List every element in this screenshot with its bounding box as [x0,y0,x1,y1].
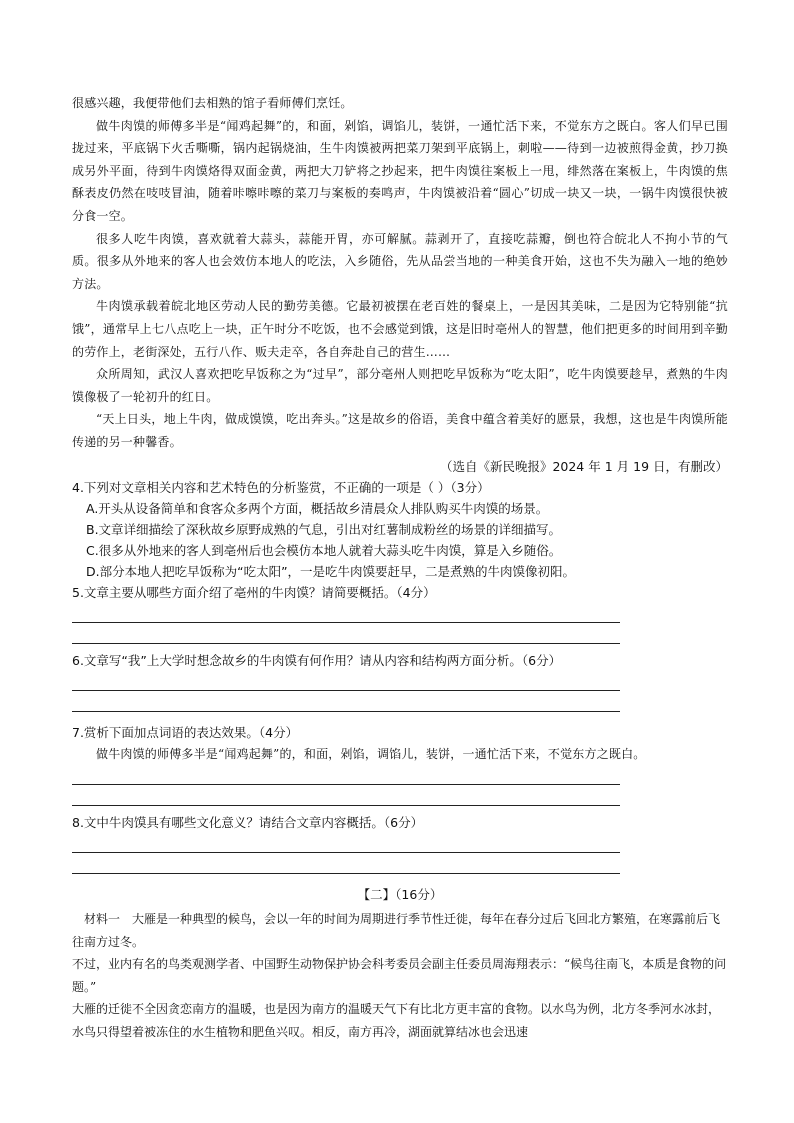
material-paragraph: 大雁的迁徙不全因贪恋南方的温暖，也是因为南方的温暖天气下有比北方更丰富的食物。以水鸟为例，北方冬季河水冰封，水鸟只得望着被冻住的水生植物和肥鱼兴叹。相反，南方再冷，湖面就算结冰也会迅速 [72,1002,721,1040]
article-paragraph: 做牛肉馍的师傅多半是“闻鸡起舞”的，和面，剁馅，调馅儿，装饼，一通忙活下来，不觉东方之既白。客人们早已围拢过来，平底锅下火舌嘶嘶，锅内起锅烧油，生牛肉馍被两把菜刀架到平底锅上，刺啦——待到一边被煎得金黄，抄刀换成另外平面，待到牛肉馍烙得双面金黄，两把大刀铲将之抄起来，把牛肉馍往案板上一甩，绯然落在案板上，牛肉馍的焦酥表皮仍然在吱吱冒油，随着咔嚓咔嚓的菜刀与案板的奏鸣声，牛肉馍被沿着“圆心”切成一块又一块，一锅牛肉馍很快被分食一空。 [72,118,728,223]
article-source: （选自《新民晚报》2024 年 1 月 19 日，有删改） [439,458,728,474]
question-stem: 5.文章主要从哪些方面介绍了亳州的牛肉馍？请简要概括。（4分） [72,584,436,600]
section-2 [72,884,728,1044]
option-c: C.很多从外地来的客人到亳州后也会模仿本地人就着大蒜头吃牛肉馍，算是入乡随俗。 [86,542,562,558]
question-stem: 6.文章写“我”上大学时想念故乡的牛肉馍有何作用？请从内容和结构两方面分析。（6分） [72,652,562,668]
question-6 [72,650,728,712]
option-b: B.文章详细描绘了深秋故乡原野成熟的气息，引出对红薯制成粉丝的场景的详细描写。 [86,521,562,537]
material-paragraph: 不过，业内有名的鸟类观测学者、中国野生动物保护协会科考委员会副主任委员周海翔表示：“候鸟往南飞，本质是食物的问题。” [72,957,727,994]
article-paragraph: “天上日头，地上牛肉，做成馍馍，吃出奔头。”这是故乡的俗语，美食中蕴含着美好的愿景，我想，这也是牛肉馍所能传递的另一种馨香。 [72,412,728,449]
question-5 [72,582,728,644]
section-heading: 【二】（16分） [357,887,443,903]
question-stem: 4.下列对文章相关内容和艺术特色的分析鉴赏，不正确的一项是（ ）（3分） [72,479,490,495]
article-paragraph: 很多人吃牛肉馍，喜欢就着大蒜头，蒜能开胃，亦可解腻。蒜剥开了，直接吃蒜瓣，倒也符合皖北人不拘小节的气质。很多从外地来的客人也会效仿本地人的吃法，入乡随俗，先从品尝当地的一种美食开始，这也不失为融入一地的绝妙方法。 [72,231,728,291]
question-stem: 8.文中牛肉馍具有哪些文化意义？请结合文章内容概括。（6分） [72,815,424,831]
article-body [72,92,728,477]
exam-page [72,92,728,1044]
question-stem: 7.赏析下面加点词语的表达效果。（4分） [72,724,299,740]
material-paragraph: 材料一 大雁是一种典型的候鸟，会以一年的时间为周期进行季节性迁徙，每年在春分过后飞回北方繁殖，在寒露前后飞往南方过冬。 [72,912,721,949]
option-a: A.开头从设备简单和食客众多两个方面，概括故乡清晨众人排队购买牛肉馍的场景。 [86,500,549,516]
option-d: D.部分本地人把吃早饭称为“吃太阳”，一是吃牛肉馍要赶早，二是煮熟的牛肉馍像初阳。 [86,563,576,579]
question-8 [72,812,728,874]
answer-line [72,711,620,712]
article-paragraph: 很感兴趣，我便带他们去相熟的馆子看师傅们烹饪。 [72,96,353,110]
question-4 [72,477,728,582]
quoted-sentence: 做牛肉馍的师傅多半是“闻鸡起舞”的，和面，剁馅，调馅儿，装饼，一通忙活下来，不觉东方之既白。 [96,746,646,761]
article-paragraph: 牛肉馍承载着皖北地区劳动人民的勤劳美德。它最初被摆在老百姓的餐桌上，一是因其美味，二是因为它特别能“抗饿”，通常早上七八点吃上一块，正午时分不吃饭，也不会感觉到饿，这是旧时亳州人的智慧，他们把更多的时间用到辛勤的劳作上，老街深处，五行八作、贩夫走卒，各自奔赴自己的营生…… [72,299,728,359]
answer-line [72,805,620,806]
answer-line [72,873,620,874]
article-paragraph: 众所周知，武汉人喜欢把吃早饭称之为“过早”，部分亳州人则把吃早饭称为“吃太阳”，吃牛肉馍要趁早，煮熟的牛肉馍像极了一轮初升的红日。 [72,367,728,404]
question-7 [72,722,728,807]
answer-line [72,643,620,644]
